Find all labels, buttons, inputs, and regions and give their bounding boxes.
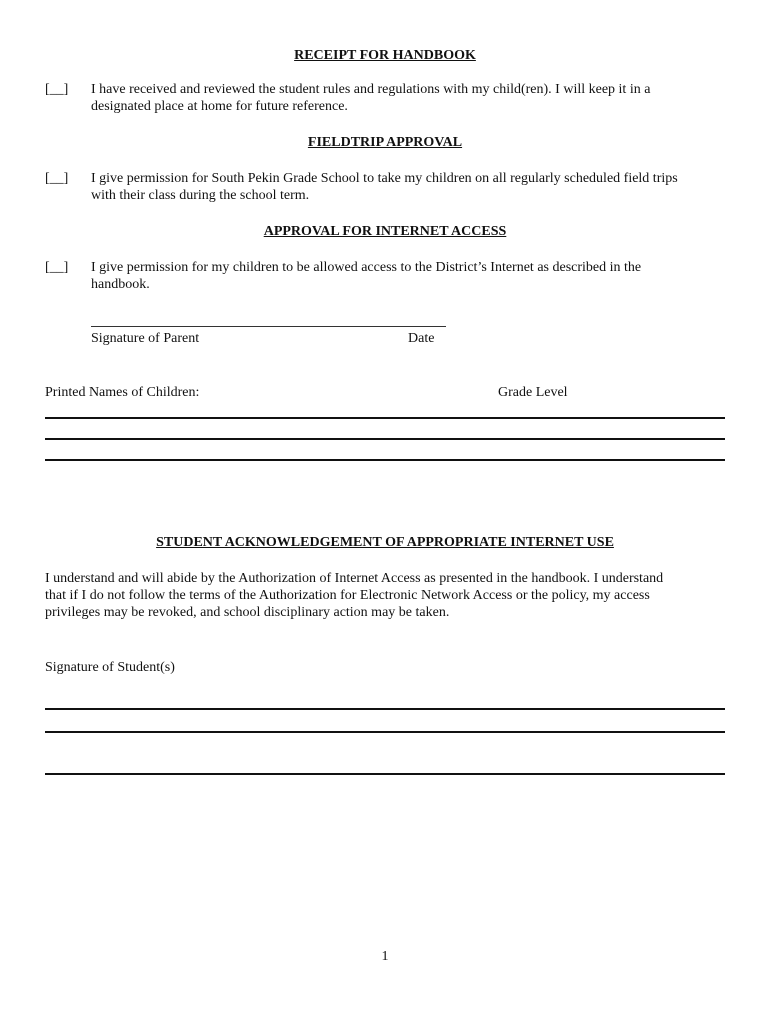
acknowledgement-heading: STUDENT ACKNOWLEDGEMENT OF APPROPRIATE INTERNET USE [156,535,614,550]
student-signature-label: Signature of Student(s) [45,660,175,675]
children-names-label: Printed Names of Children: [45,385,200,400]
acknowledgement-text-line-1: I understand and will abide by the Authorization of Internet Access as presented in the handbook. I understand [45,571,664,586]
receipt-text-line-2: designated place at home for future reference. [91,99,348,114]
student-signature-line-2[interactable] [45,731,725,733]
page-number: 1 [381,949,389,964]
acknowledgement-text-line-3: privileges may be revoked, and school disciplinary action may be taken. [45,605,450,620]
parent-signature-line[interactable] [91,326,446,327]
receipt-heading: RECEIPT FOR HANDBOOK [294,48,476,63]
receipt-checkbox[interactable]: [__] [45,82,69,97]
fieldtrip-checkbox[interactable]: [__] [45,171,69,186]
parent-signature-label: Signature of Parent [91,331,200,346]
internet-text-line-1: I give permission for my children to be allowed access to the District’s Internet as described in the [91,260,642,275]
grade-level-label: Grade Level [498,385,568,400]
child-name-line-1[interactable] [45,417,725,419]
child-name-line-2[interactable] [45,438,725,440]
internet-text-line-2: handbook. [91,277,150,292]
fieldtrip-heading: FIELDTRIP APPROVAL [307,135,463,150]
fieldtrip-text-line-1: I give permission for South Pekin Grade School to take my children on all regularly scheduled field trips [91,171,678,186]
acknowledgement-text-line-2: that if I do not follow the terms of the Authorization for Electronic Network Access or the policy, my access [45,588,650,603]
student-signature-line-3[interactable] [45,773,725,775]
internet-heading: APPROVAL FOR INTERNET ACCESS [263,224,507,239]
student-signature-line-1[interactable] [45,708,725,710]
receipt-text-line-1: I have received and reviewed the student rules and regulations with my child(ren). I will keep it in a [91,82,651,97]
child-name-line-3[interactable] [45,459,725,461]
fieldtrip-text-line-2: with their class during the school term. [91,188,310,203]
internet-checkbox[interactable]: [__] [45,260,69,275]
date-label: Date [408,331,435,346]
